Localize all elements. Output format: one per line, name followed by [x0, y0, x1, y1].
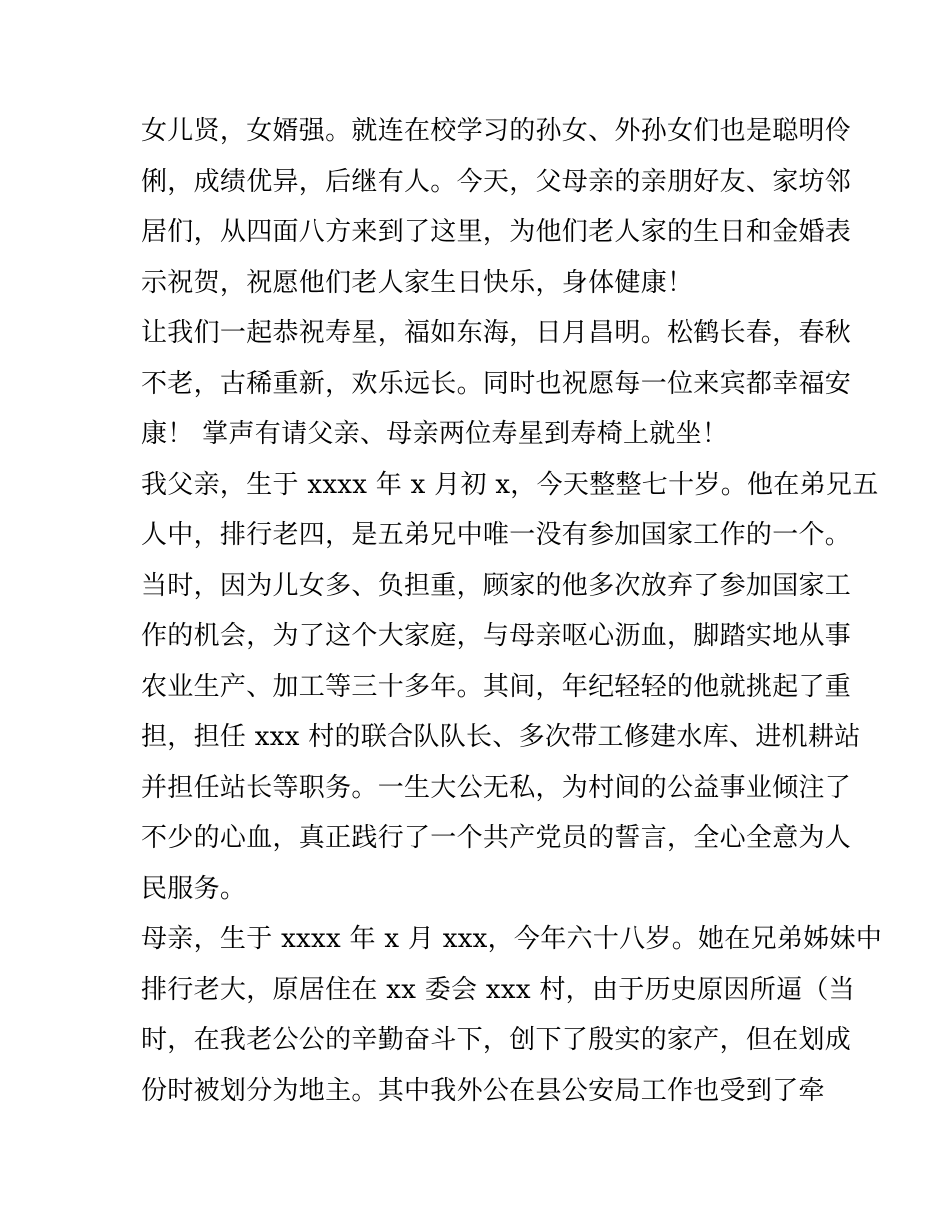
- text-line: 时，在我老公公的辛勤奋斗下，创下了殷实的家产，但在划成: [141, 1025, 852, 1055]
- text-line: 不少的心血，真正践行了一个共产党员的誓言，全心全意为人: [141, 823, 852, 853]
- text-line: 当时，因为儿女多、负担重，顾家的他多次放弃了参加国家工: [141, 570, 852, 601]
- text-line: 人中，排行老四，是五弟兄中唯一没有参加国家工作的一个。: [141, 520, 852, 550]
- text-line: 女儿贤，女婿强。就连在校学习的孙女、外孙女们也是聪明伶: [141, 116, 852, 146]
- text-line: 担，担任 xxx 村的联合队队长、多次带工修建水库、进机耕站: [141, 722, 861, 752]
- text-line: 让我们一起恭祝寿星，福如东海，日月昌明。松鹤长春，春秋: [141, 318, 852, 348]
- document-body: [141, 106, 883, 1116]
- text-line: 俐，成绩优异，后继有人。今天，父母亲的亲朋好友、家坊邻: [141, 166, 852, 197]
- text-line: 不老，古稀重新，欢乐远长。同时也祝愿每一位来宾都幸福安: [141, 368, 852, 399]
- text-line: 份时被划分为地主。其中我外公在县公安局工作也受到了牵: [141, 1075, 825, 1106]
- text-line: 我父亲，生于 xxxx 年 x 月初 x，今天整整七十岁。他在弟兄五: [141, 469, 879, 500]
- text-line: 民服务。: [141, 873, 247, 904]
- text-line: 居们，从四面八方来到了这里，为他们老人家的生日和金婚表: [141, 217, 852, 247]
- text-line: 康！ 掌声有请父亲、母亲两位寿星到寿椅上就坐！: [141, 419, 729, 449]
- text-line: 示祝贺，祝愿他们老人家生日快乐，身体健康！: [141, 267, 694, 298]
- text-line: 农业生产、加工等三十多年。其间，年纪轻轻的他就挑起了重: [141, 671, 852, 702]
- text-line: 母亲，生于 xxxx 年 x 月 xxx，今年六十八岁。她在兄弟姊妹中: [141, 924, 883, 954]
- text-line: 作的机会，为了这个大家庭，与母亲呕心沥血，脚踏实地从事: [141, 621, 852, 651]
- text-line: 并担任站长等职务。一生大公无私，为村间的公益事业倾注了: [141, 772, 852, 803]
- text-line: 排行老大，原居住在 xx 委会 xxx 村，由于历史原因所逼（当: [141, 974, 855, 1005]
